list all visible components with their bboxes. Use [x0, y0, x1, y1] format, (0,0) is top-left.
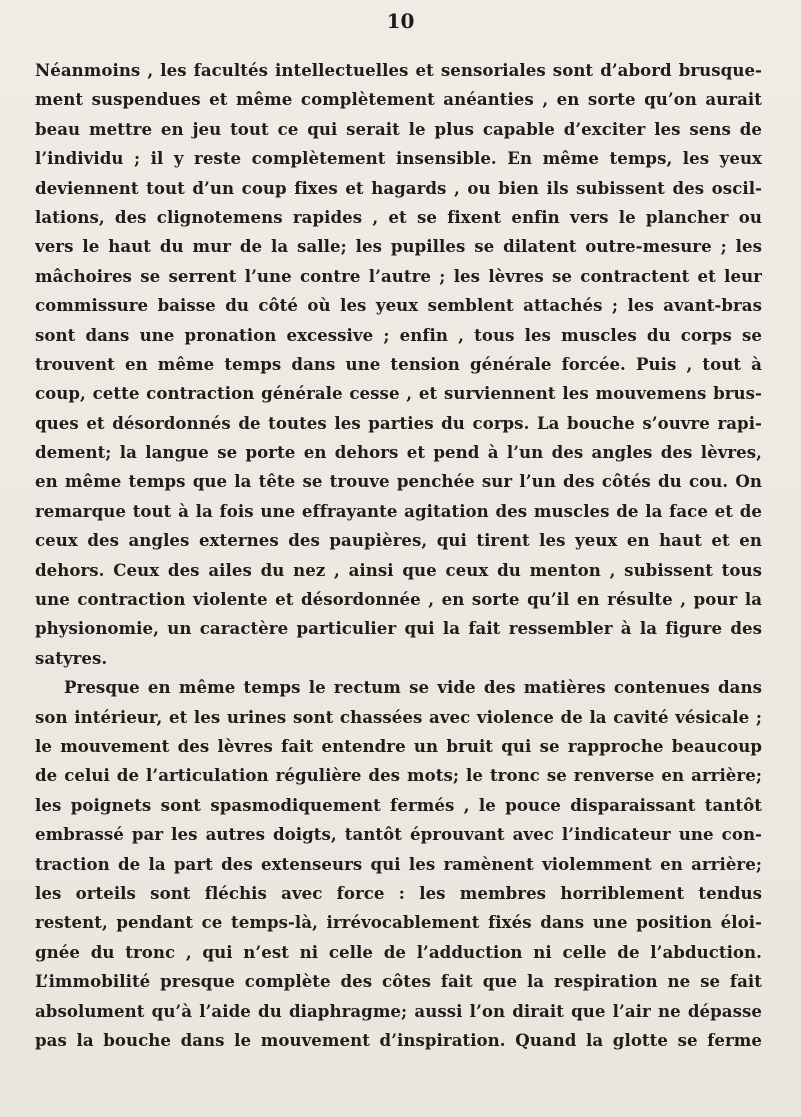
- text-line: l’individu ; il y reste complètement insensible. En même temps, les yeux: [35, 148, 762, 169]
- text-line: coup, cette contraction générale cesse , et surviennent les mouvemens brus-: [35, 383, 762, 404]
- text-line: traction de la part des extenseurs qui les ramènent violemment en arrière;: [35, 853, 762, 874]
- text-line: dehors. Ceux des ailes du nez , ainsi que ceux du menton , subissent tous: [35, 559, 762, 580]
- text-line: ques et désordonnés de toutes les parties du corps. La bouche s’ouvre rapi-: [35, 412, 762, 433]
- text-line: Presque en même temps le rectum se vide des matières contenues dans: [64, 677, 762, 698]
- text-line: son intérieur, et les urines sont chassées avec violence de la cavité vésicale ;: [35, 706, 762, 727]
- text-line: commissure baisse du côté où les yeux semblent attachés ; les avant-bras: [35, 295, 762, 316]
- text-line: lations, des clignotemens rapides , et se fixent enfin vers le plancher ou: [35, 206, 762, 227]
- text-line: pas la bouche dans le mouvement d’inspiration. Quand la glotte se ferme: [35, 1029, 762, 1050]
- text-line: mâchoires se serrent l’une contre l’autre ; les lèvres se contractent et leur: [35, 265, 762, 286]
- text-line: trouvent en même temps dans une tension générale forcée. Puis , tout à: [35, 353, 762, 374]
- text-line: dement; la langue se porte en dehors et pend à l’un des angles des lèvres,: [35, 442, 762, 463]
- text-line: de celui de l’articulation régulière des mots; le tronc se renverse en arrière;: [35, 765, 762, 786]
- text-line: ment suspendues et même complètement anéanties , en sorte qu’on aurait: [35, 89, 762, 110]
- text-line: les orteils sont fléchis avec force : les membres horriblement tendus: [35, 882, 762, 903]
- text-line: Néanmoins , les facultés intellectuelles et sensoriales sont d’abord brusque-: [35, 60, 762, 80]
- text-line: physionomie, un caractère particulier qui la fait ressembler à la figure des: [35, 618, 762, 639]
- text-line: les poignets sont spasmodiquement fermés , le pouce disparaissant tantôt: [35, 794, 762, 815]
- text-line: embrassé par les autres doigts, tantôt éprouvant avec l’indicateur une con-: [35, 824, 762, 845]
- text-line: ceux des angles externes des paupières, qui tirent les yeux en haut et en: [35, 530, 762, 551]
- text-line: remarque tout à la fois une effrayante agitation des muscles de la face et de: [35, 500, 762, 521]
- text-line: restent, pendant ce temps-là, irrévocablement fixés dans une position éloi-: [35, 912, 762, 933]
- text-line: une contraction violente et désordonnée , en sorte qu’il en résulte , pour la: [35, 589, 762, 610]
- text-line: L’immobilité presque complète des côtes fait que la respiration ne se fait: [35, 971, 762, 992]
- text-line: en même temps que la tête se trouve penchée sur l’un des côtés du cou. On: [35, 471, 762, 492]
- text-line: le mouvement des lèvres fait entendre un bruit qui se rapproche beaucoup: [35, 735, 762, 756]
- text-line: deviennent tout d’un coup fixes et hagards , ou bien ils subissent des oscil-: [35, 177, 762, 198]
- text-line: absolument qu’à l’aide du diaphragme; aussi l’on dirait que l’air ne dépasse: [35, 1000, 762, 1021]
- body-text: [35, 56, 762, 1055]
- text-line: sont dans une pronation excessive ; enfin , tous les muscles du corps se: [35, 324, 762, 345]
- text-line: satyres.: [35, 647, 108, 668]
- text-line: gnée du tronc , qui n’est ni celle de l’adduction ni celle de l’abduction.: [35, 941, 762, 962]
- text-line: vers le haut du mur de la salle; les pupilles se dilatent outre-mesure ; les: [35, 236, 762, 257]
- page-number: 10: [386, 9, 415, 33]
- text-line: beau mettre en jeu tout ce qui serait le plus capable d’exciter les sens de: [35, 118, 762, 139]
